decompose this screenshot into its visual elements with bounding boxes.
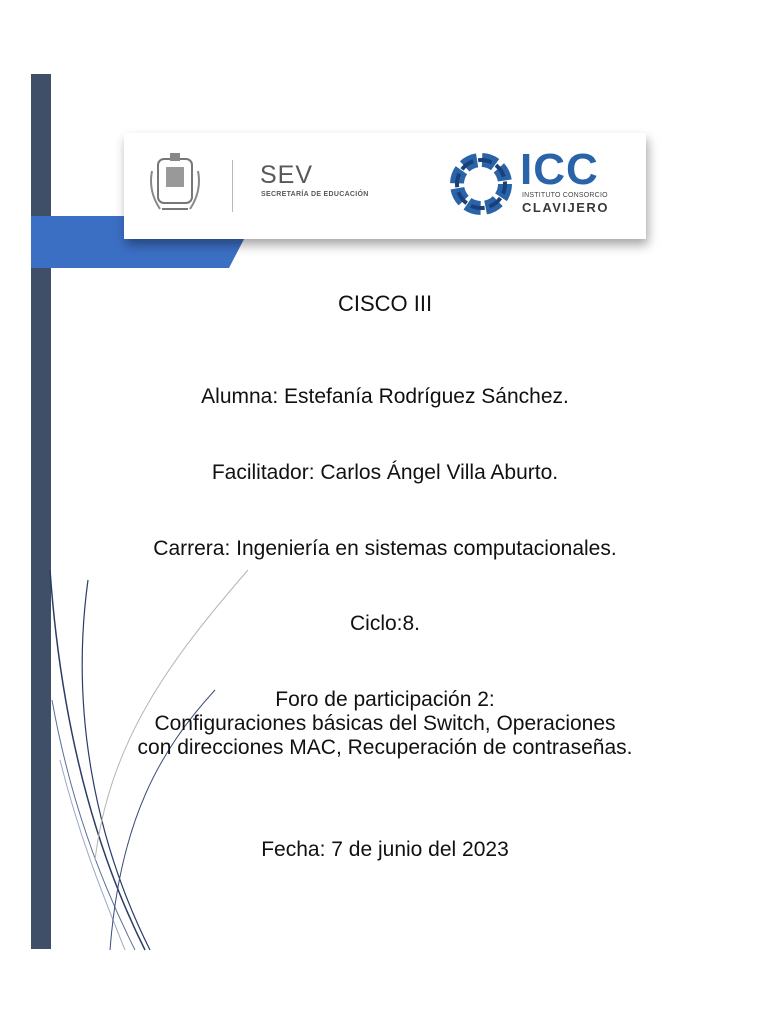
icc-logo-institute: INSTITUTO CONSORCIO bbox=[522, 192, 608, 199]
veracruz-crest-icon bbox=[144, 151, 206, 217]
document-title: CISCO III bbox=[337, 291, 433, 316]
logo-divider bbox=[232, 160, 233, 212]
cycle-line: Ciclo:8. bbox=[349, 612, 421, 635]
forum-line-3: con direcciones MAC, Recuperación de contraseñas. bbox=[137, 736, 633, 759]
icc-ring-logo-icon bbox=[445, 151, 517, 217]
student-name: Alumna: Estefanía Rodríguez Sánchez. bbox=[201, 385, 569, 408]
career-line: Carrera: Ingeniería en sistemas computacionales. bbox=[153, 537, 617, 560]
forum-line-2: Configuraciones básicas del Switch, Operaciones bbox=[154, 712, 616, 735]
institution-logo-card bbox=[124, 133, 646, 239]
sev-logo-subtitle: SECRETARÍA DE EDUCACIÓN bbox=[261, 191, 369, 198]
icc-logo-name: CLAVIJERO bbox=[522, 200, 609, 215]
date-line: Fecha: 7 de junio del 2023 bbox=[261, 838, 509, 861]
forum-topic bbox=[60, 688, 710, 760]
sev-logo-title: SEV bbox=[260, 161, 314, 189]
icc-logo-acronym: ICC bbox=[520, 145, 599, 194]
facilitator-name: Facilitador: Carlos Ángel Villa Aburto. bbox=[211, 461, 559, 484]
forum-line-1: Foro de participación 2: bbox=[275, 688, 495, 711]
